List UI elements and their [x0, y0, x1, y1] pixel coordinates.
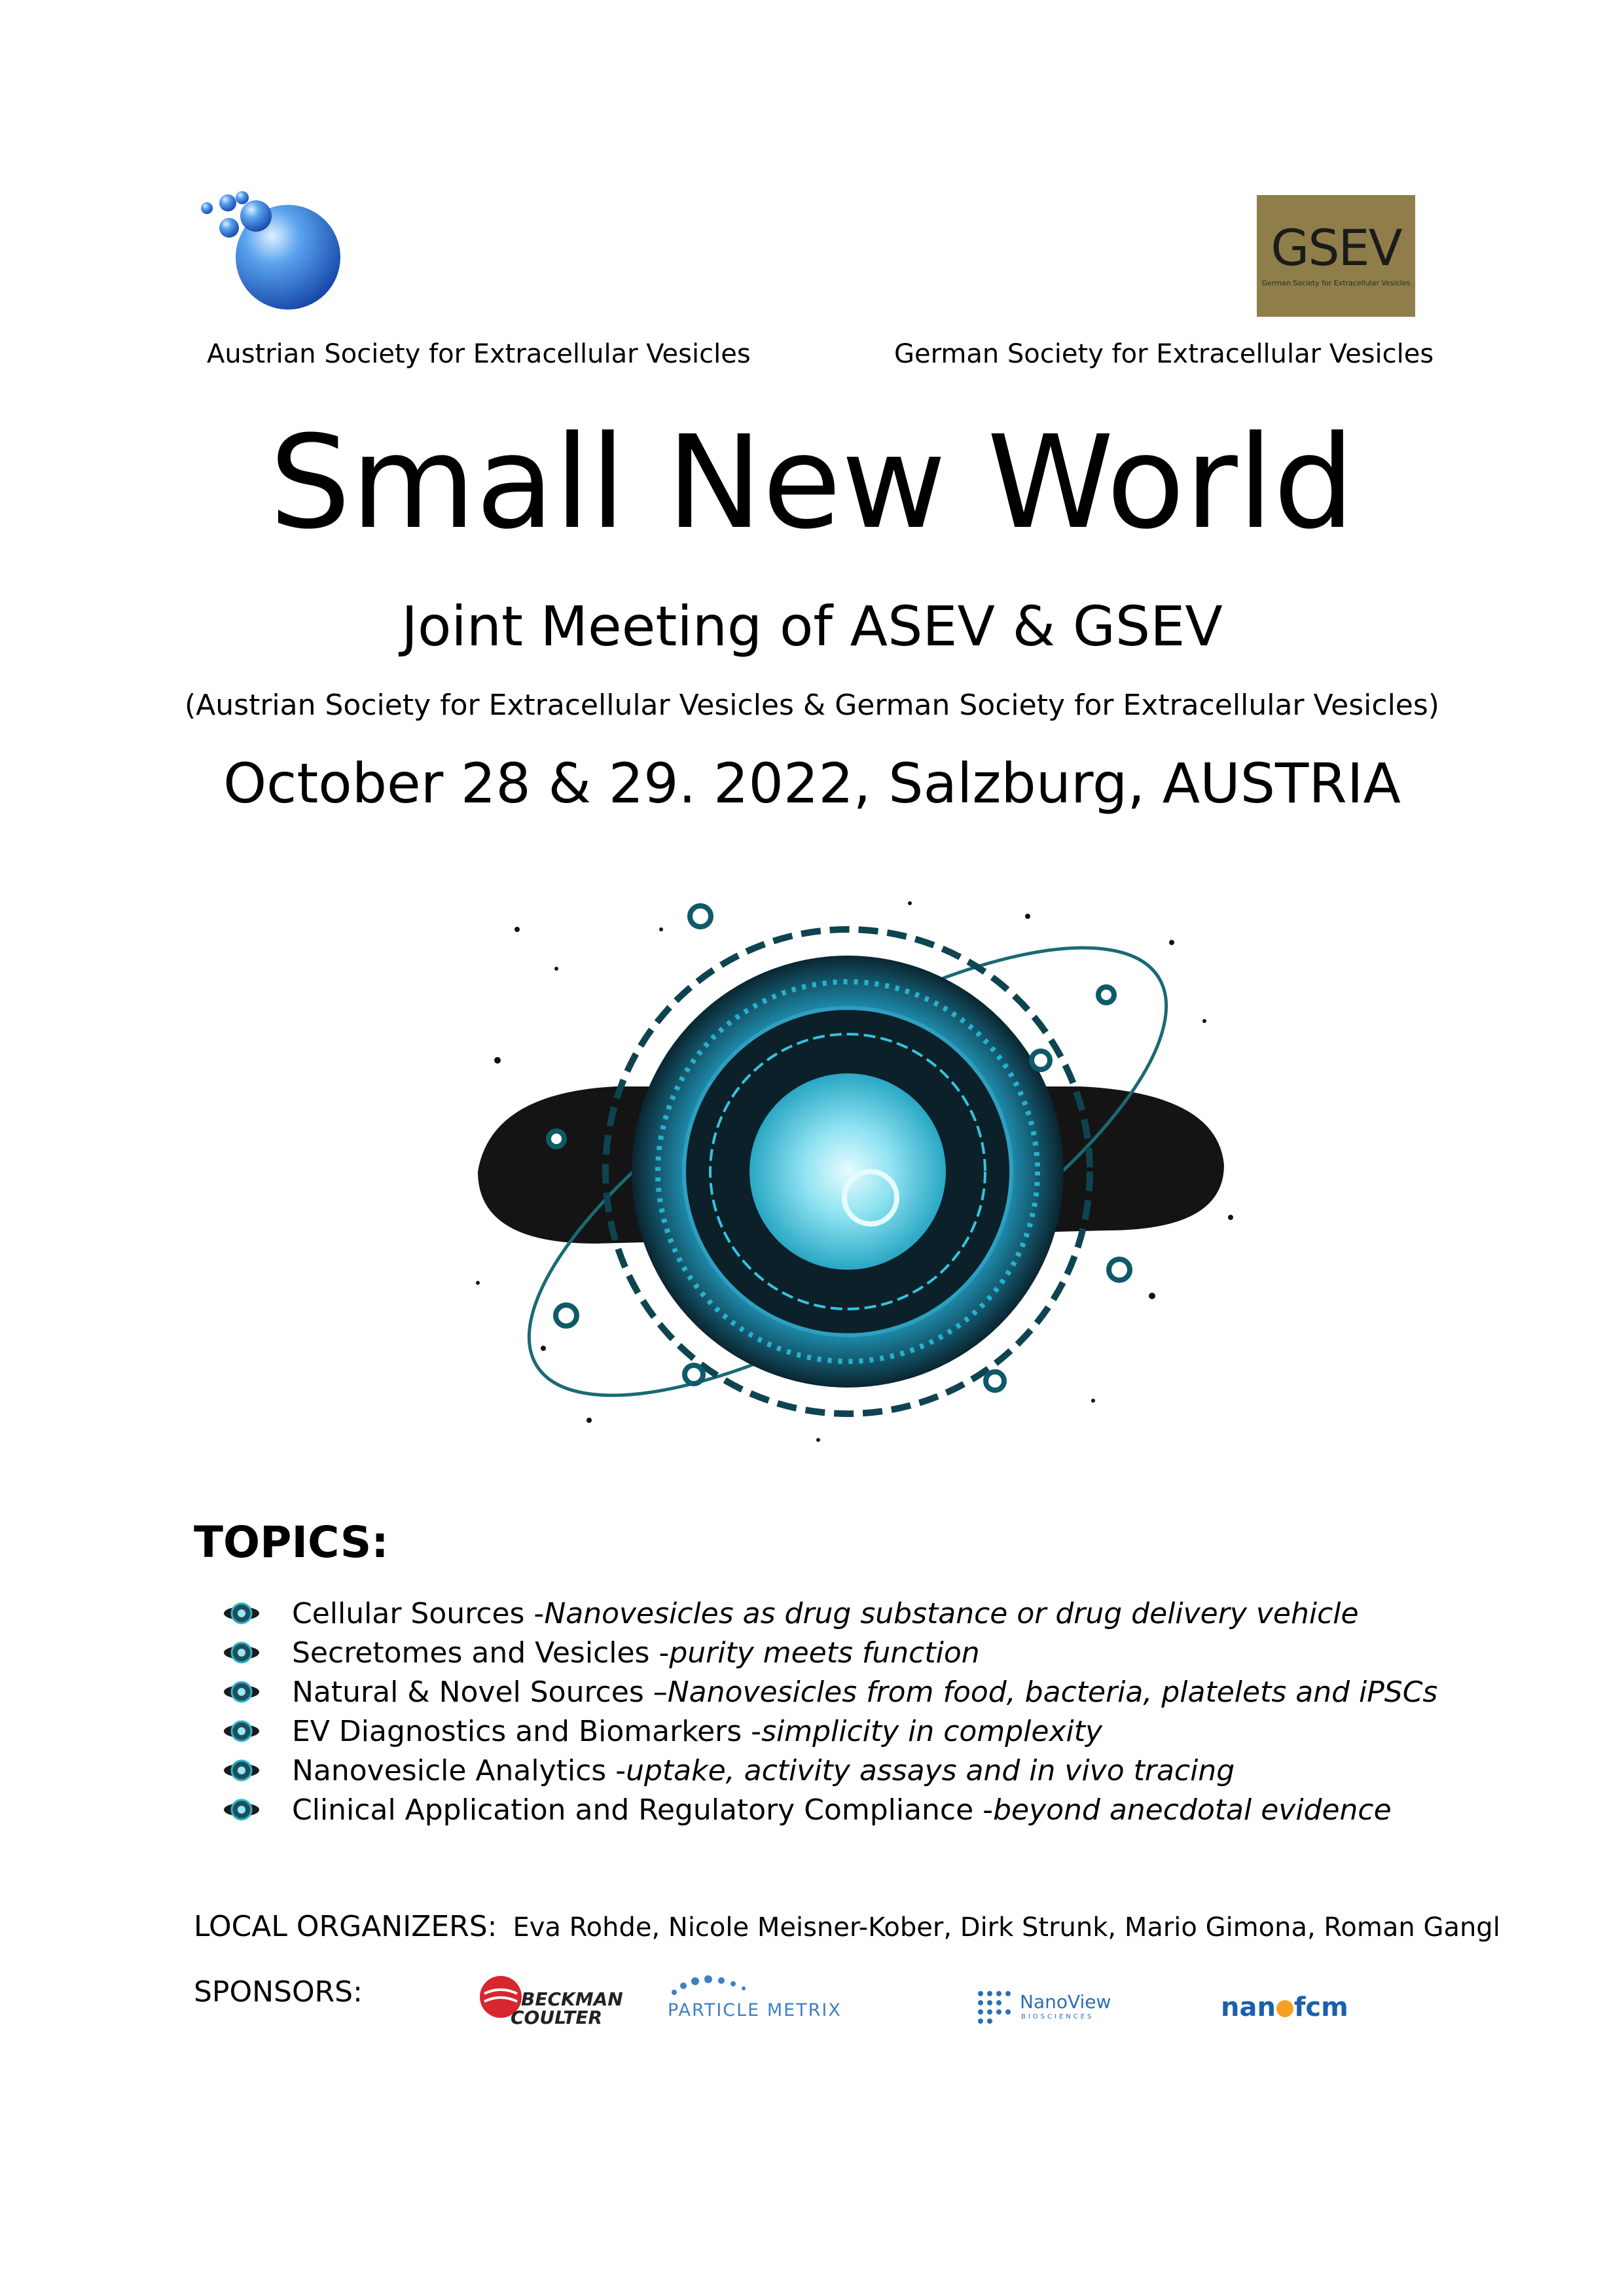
- hero-vesicle-illustration: [452, 890, 1244, 1453]
- topic-detail: Nanovesicles as drug substance or drug delivery vehicle: [544, 1596, 1359, 1630]
- topic-main: Secretomes and Vesicles -: [292, 1636, 670, 1670]
- topics-list: [223, 1594, 1437, 1829]
- topic-item: [223, 1751, 1437, 1790]
- vesicle-bullet-icon: [223, 1638, 261, 1667]
- vesicle-bullet-icon: [223, 1795, 261, 1824]
- sponsor-nanofcm: [1221, 1992, 1365, 2032]
- gsev-logo: [1257, 195, 1415, 317]
- nanoview-sub: BIOSCIENCES: [1021, 2013, 1094, 2020]
- page-subtitle: Joint Meeting of ASEV & GSEV: [401, 594, 1223, 658]
- nanofcm-text-a: nan: [1221, 1992, 1276, 2022]
- topic-item: [223, 1594, 1437, 1633]
- nanofcm-text-b: fcm: [1293, 1992, 1348, 2022]
- topic-item: [223, 1790, 1437, 1829]
- gsev-caption: German Society for Extracellular Vesicles: [894, 339, 1434, 369]
- particle-metrix-text: PARTICLE METRIX: [668, 2000, 842, 2020]
- organizers-label: LOCAL ORGANIZERS:: [194, 1910, 497, 1943]
- asev-logo: [189, 188, 352, 319]
- topic-detail: purity meets function: [669, 1636, 980, 1670]
- topic-main: Cellular Sources -: [292, 1596, 545, 1630]
- topics-heading: TOPICS:: [194, 1517, 389, 1568]
- page-title: Small New World: [269, 408, 1355, 558]
- topic-main: EV Diagnostics and Biomarkers -: [292, 1714, 762, 1748]
- gsev-logo-small-text: German Society for Extracellular Vesicles: [1261, 279, 1411, 287]
- societies-full-name: (Austrian Society for Extracellular Vesicles & German Society for Extracellular Vesicles): [185, 689, 1439, 722]
- topic-main: Nanovesicle Analytics -: [292, 1753, 626, 1787]
- date-location: October 28 & 29. 2022, Salzburg, AUSTRIA: [223, 751, 1401, 816]
- sponsors-label: SPONSORS:: [194, 1975, 363, 2009]
- sponsor-beckman-coulter: [478, 1970, 623, 2036]
- topic-item: [223, 1672, 1437, 1712]
- vesicle-bullet-icon: [223, 1677, 261, 1706]
- nanoview-dots-icon: [975, 1988, 1015, 2028]
- topic-detail: Nanovesicles from food, bacteria, platelets and iPSCs: [667, 1675, 1438, 1709]
- topic-detail: uptake, activity assays and in vivo tracing: [626, 1753, 1235, 1787]
- nanofcm-dot-icon: [1276, 2000, 1293, 2017]
- beckman-line1: BECKMAN: [521, 1988, 623, 2010]
- asev-caption: Austrian Society for Extracellular Vesicles: [207, 339, 751, 369]
- vesicle-bullet-icon: [223, 1599, 261, 1628]
- sponsor-nanoview: [975, 1988, 1119, 2034]
- topic-item: [223, 1712, 1437, 1751]
- topic-main: Natural & Novel Sources –: [292, 1675, 668, 1709]
- vesicle-bullet-icon: [223, 1717, 261, 1746]
- beckman-line2: COULTER: [511, 2007, 603, 2028]
- sponsor-particle-metrix: [661, 1975, 864, 2028]
- gsev-logo-text: GSEV: [1271, 219, 1401, 277]
- vesicle-bullet-icon: [223, 1756, 261, 1785]
- organizers-names: Eva Rohde, Nicole Meisner-Kober, Dirk Strunk, Mario Gimona, Roman Gangl: [513, 1912, 1500, 1943]
- topic-main: Clinical Application and Regulatory Compliance -: [292, 1793, 994, 1827]
- topic-item: [223, 1633, 1437, 1672]
- local-organizers: [194, 1910, 1500, 1943]
- topic-detail: simplicity in complexity: [761, 1714, 1102, 1748]
- topic-detail: beyond anecdotal evidence: [993, 1793, 1392, 1827]
- particle-arc-icon: [668, 1975, 753, 1995]
- nanoview-text: NanoView: [1020, 1991, 1111, 2013]
